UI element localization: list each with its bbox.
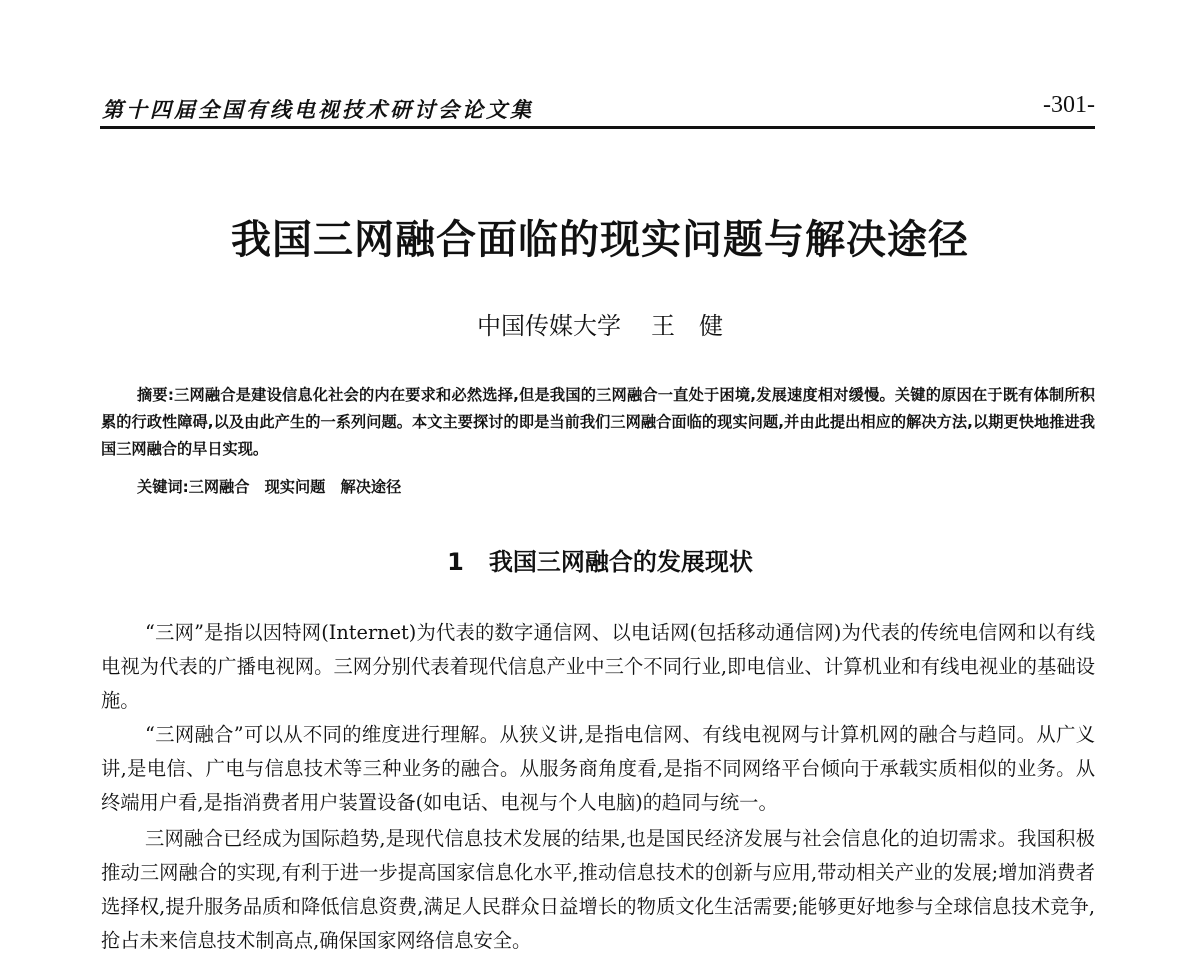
header-rule: [100, 126, 1095, 129]
paper-title: 我国三网融合面临的现实问题与解决途径: [231, 217, 969, 263]
journal-title: 第十四届全国有线电视技术研讨会论文集: [102, 97, 534, 122]
body-paragraph: “三网融合”可以从不同的维度进行理解。从狭义讲,是指电信网、有线电视网与计算机网的融合与趋同。从广义讲,是电信、广电与信息技术等三种业务的融合。从服务商角度看,是指不同网络平台倾向于承载实质相似的业务。从终端用户看,是指消费者用户装置设备(如电话、电视与个人电脑)的趋同与统一。: [101, 723, 1095, 814]
section-number: 1: [447, 548, 464, 576]
body-paragraph: 三网融合已经成为国际趋势,是现代信息技术发展的结果,也是国民经济发展与社会信息化的迫切需求。我国积极推动三网融合的实现,有利于进一步提高国家信息化水平,推动信息技术的创新与应用,带动相关产业的发展;增加消费者选择权,提升服务品质和降低信息资费,满足人民群众日益增长的物质文化生活需要;能够更好地参与全球信息技术竞争,抢占未来信息技术制高点,确保国家网络信息安全。: [101, 827, 1095, 952]
author-affiliation: 中国传媒大学: [477, 312, 621, 340]
section-title: 我国三网融合的发展现状: [488, 548, 753, 576]
section-heading: [0, 542, 1200, 577]
abstract: 摘要:三网融合是建设信息化社会的内在要求和必然选择,但是我国的三网融合一直处于困境,发展速度相对缓慢。关键的原因在于既有体制所积累的行政性障碍,以及由此产生的一系列问题。本文主要探讨的即是当前我们三网融合面临的现实问题,并由此提出相应的解决方法,以期更快地推进我国三网融合的早日实现。: [101, 386, 1095, 458]
author-line: [0, 306, 1200, 341]
keywords: 关键词:三网融合 现实问题 解决途径: [137, 478, 402, 496]
body-paragraph: “三网”是指以因特网(Internet)为代表的数字通信网、以电话网(包括移动通信网)为代表的传统电信网和以有线电视为代表的广播电视网。三网分别代表着现代信息产业中三个不同行业,即电信业、计算机业和有线电视业的基础设施。: [101, 621, 1095, 712]
author-name: 王 健: [651, 312, 723, 340]
page-number: -301-: [1043, 92, 1095, 118]
running-header: [100, 92, 1095, 128]
